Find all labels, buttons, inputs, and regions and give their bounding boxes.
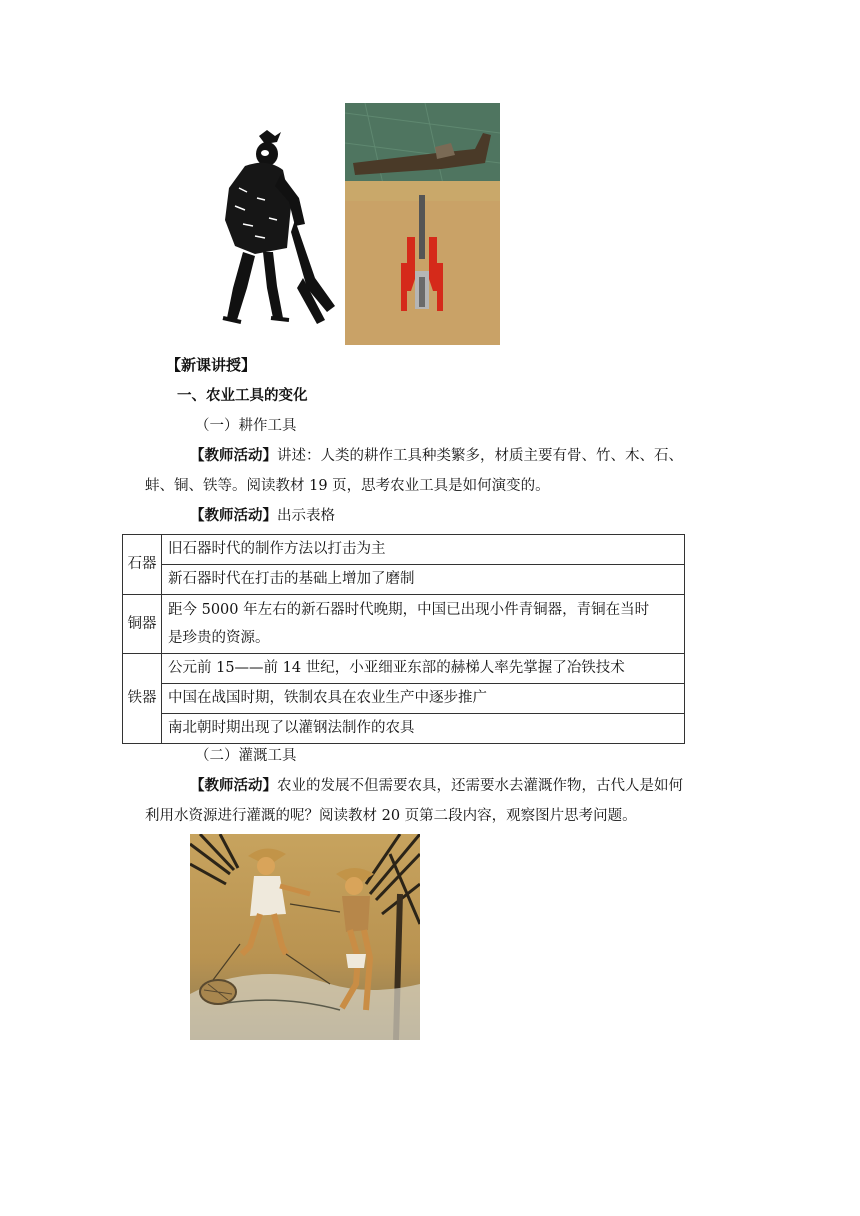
table-row [123, 535, 685, 565]
bronze-line-2: 是珍贵的资源。 [168, 630, 270, 646]
category-stone: 石器 [123, 535, 162, 595]
bronze-line-1: 距今 5000 年左右的新石器时代晚期，中国已出现小件青铜器，青铜在当时 [168, 602, 650, 618]
teacher-activity-tag: 【教师活动】 [190, 778, 277, 794]
paragraph-3-text-1: 农业的发展不但需要农具，还需要水去灌溉作物，古代人是如何 [277, 778, 683, 794]
table-cell: 南北朝时期出现了以灌钢法制作的农具 [162, 714, 685, 744]
plow-diagram-figure [345, 103, 500, 345]
irrigation-painting-figure [190, 834, 420, 1040]
part1-title: 一、农业工具的变化 [177, 388, 308, 404]
sub1-title: （一）耕作工具 [195, 418, 297, 434]
table-row [123, 654, 685, 684]
farmer-ink-figure [195, 128, 340, 328]
table-cell [162, 595, 685, 654]
sub2-title: （二）灌溉工具 [195, 748, 297, 764]
teacher-activity-tag: 【教师活动】 [190, 448, 277, 464]
paragraph-3-line-1 [190, 776, 683, 796]
category-bronze: 铜器 [123, 595, 162, 654]
table-row [123, 684, 685, 714]
table-row [123, 595, 685, 654]
table-row [123, 565, 685, 595]
category-iron: 铁器 [123, 654, 162, 744]
paragraph-2-text: 出示表格 [277, 508, 335, 524]
teacher-activity-tag: 【教师活动】 [190, 508, 277, 524]
table-row [123, 714, 685, 744]
paragraph-1-line-2: 蚌、铜、铁等。阅读教材 19 页，思考农业工具是如何演变的。 [145, 478, 550, 494]
table-cell: 旧石器时代的制作方法以打击为主 [162, 535, 685, 565]
paragraph-2 [190, 506, 335, 526]
tools-table [122, 534, 685, 744]
table-cell: 新石器时代在打击的基础上增加了磨制 [162, 565, 685, 595]
paragraph-3-line-2: 利用水资源进行灌溉的呢？阅读教材 20 页第二段内容，观察图片思考问题。 [145, 808, 637, 824]
paragraph-1-text-1: 讲述：人类的耕作工具种类繁多，材质主要有骨、竹、木、石、 [277, 448, 683, 464]
table-cell: 中国在战国时期，铁制农具在农业生产中逐步推广 [162, 684, 685, 714]
paragraph-1-line-1 [190, 446, 683, 466]
table-cell: 公元前 15——前 14 世纪，小亚细亚东部的赫梯人率先掌握了冶铁技术 [162, 654, 685, 684]
section-heading: 【新课讲授】 [166, 356, 257, 374]
